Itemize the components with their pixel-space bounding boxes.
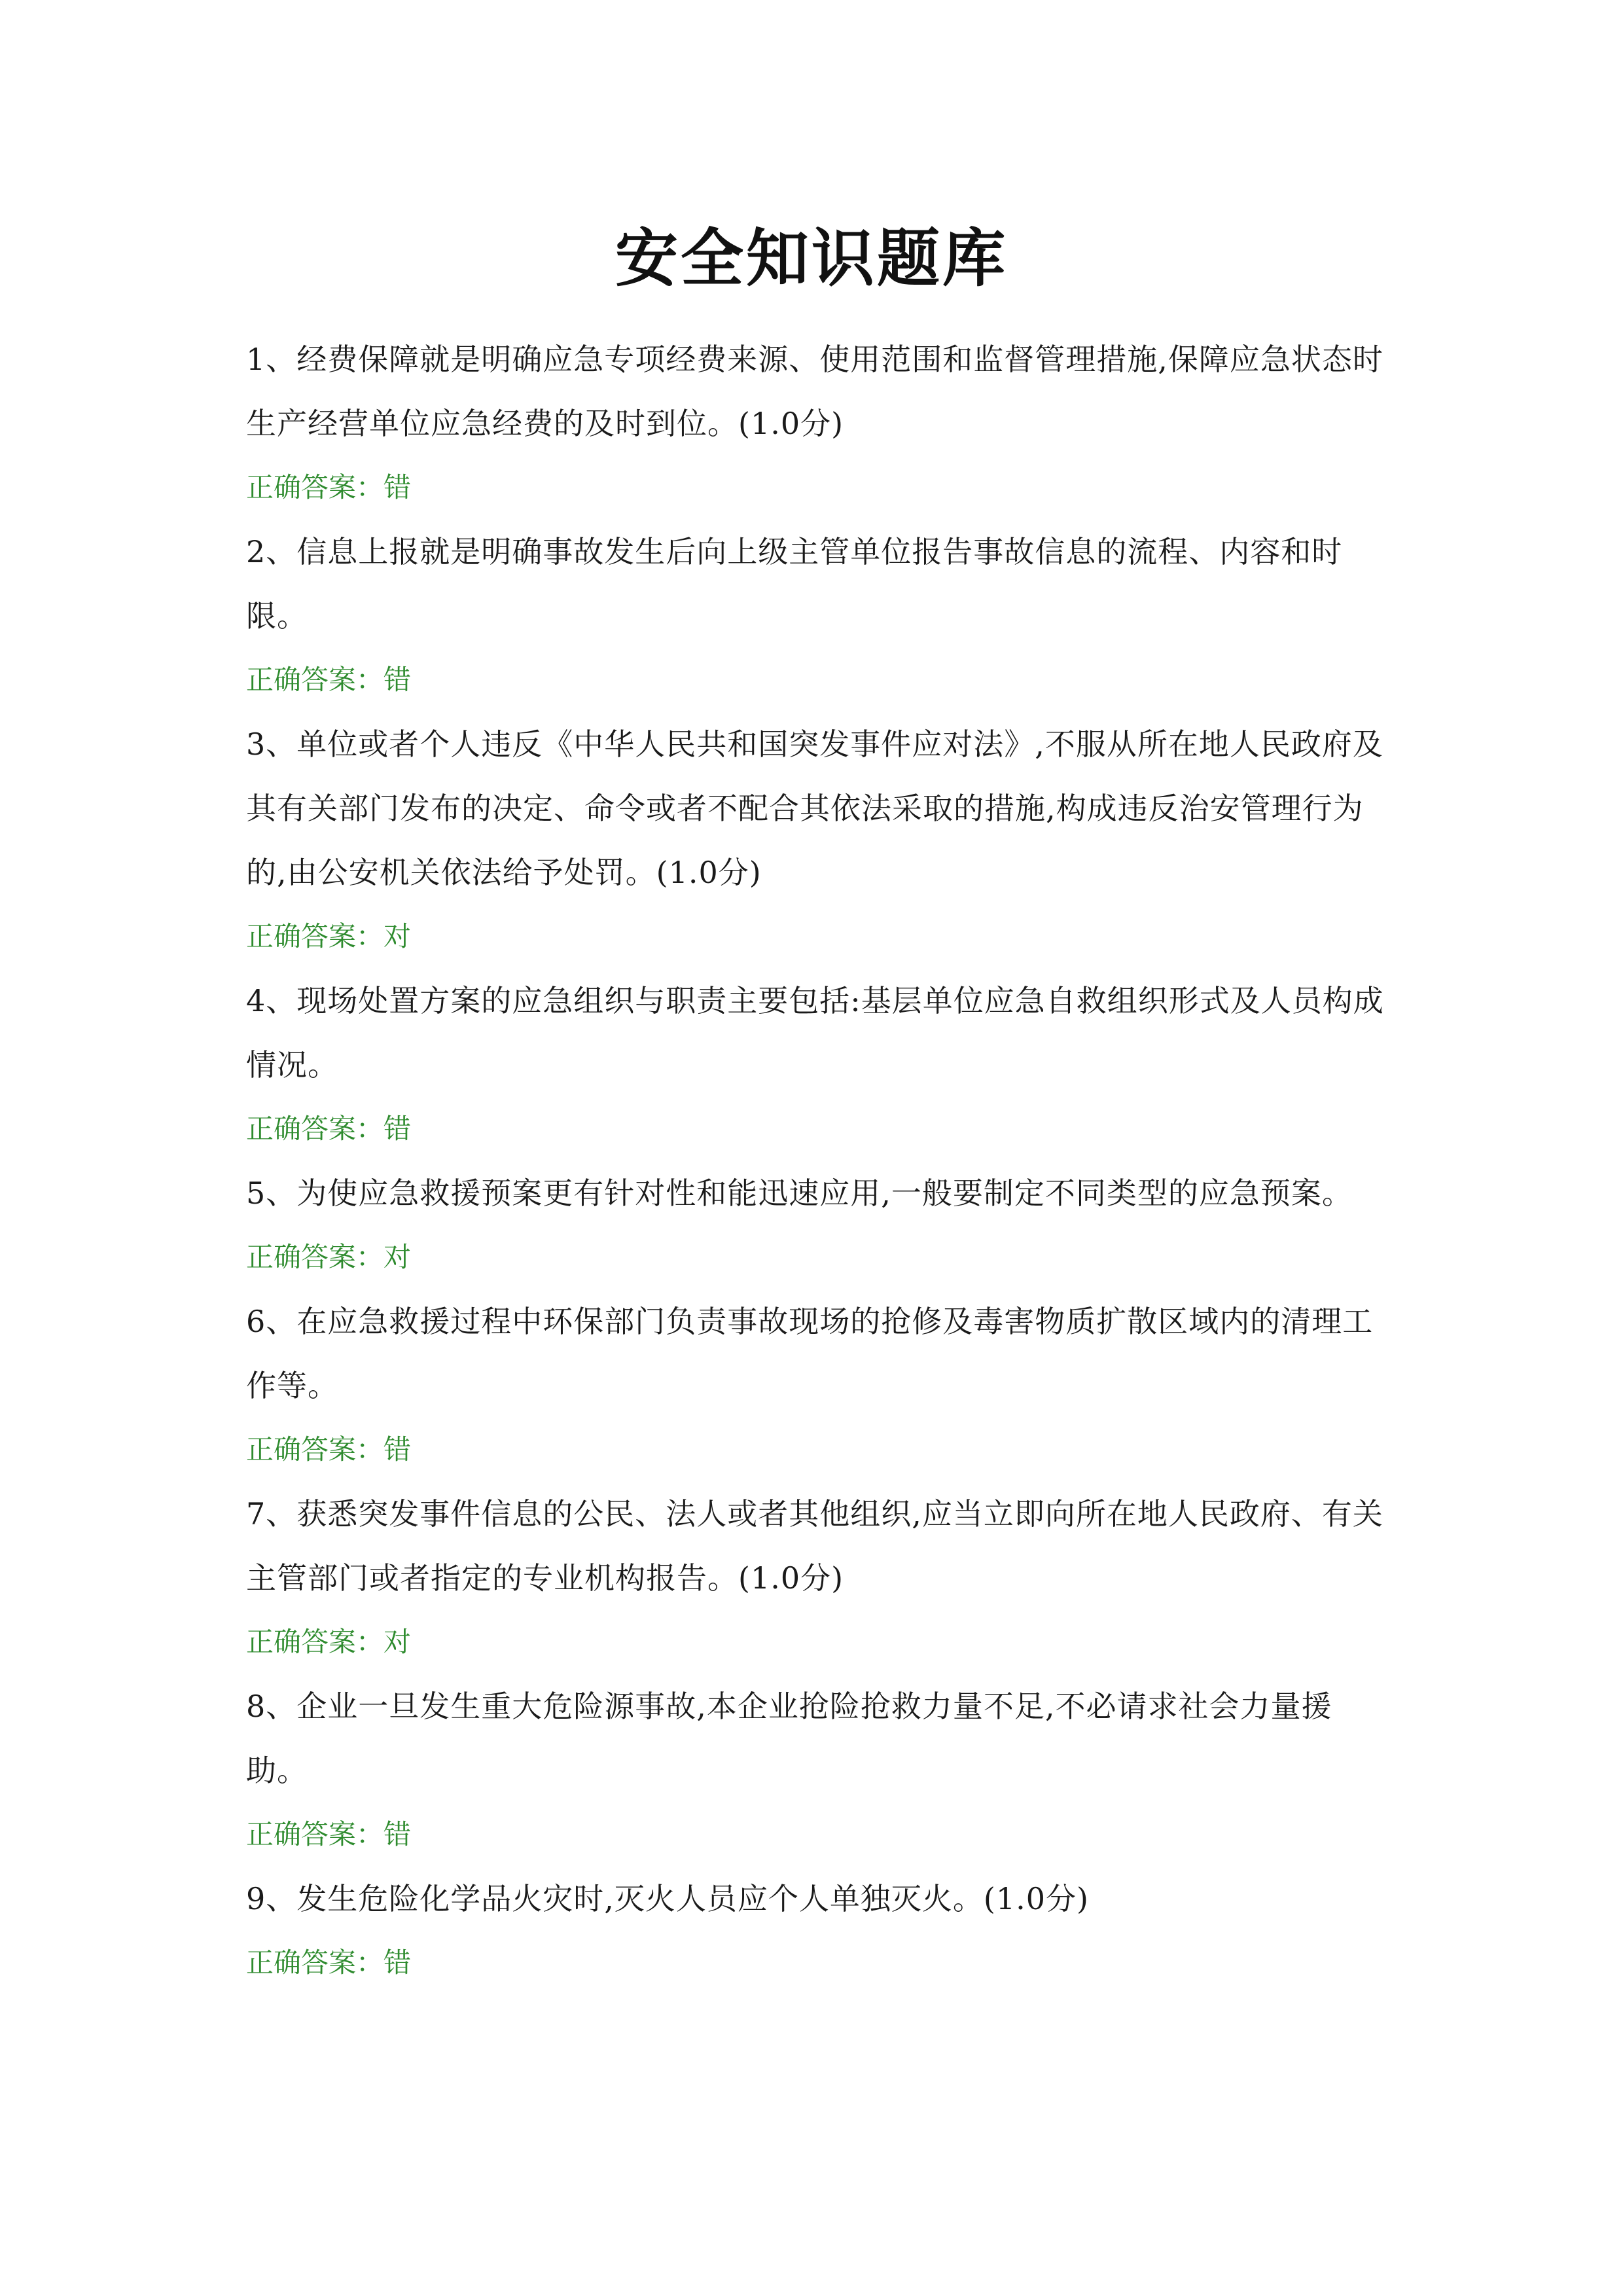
page-title: 安全知识题库 — [615, 222, 1008, 295]
question-text: 3、单位或者个人违反《中华人民共和国突发事件应对法》,不服从所在地人民政府及其有关部门发布的决定、命令或者不配合其依法采取的措施,构成违反治安管理行为的,由公安机关依法给予处罚。(1.0分) — [246, 726, 1383, 890]
answer-line — [246, 1097, 1385, 1161]
question-text: 9、发生危险化学品火灾时,灭火人员应个人单独灭火。(1.0分) — [246, 1881, 1089, 1916]
answer-label: 正确答案： — [246, 1818, 384, 1850]
answer-line — [246, 1931, 1385, 1995]
answer-value: 错 — [383, 1946, 412, 1979]
answer-line — [246, 648, 1385, 712]
question-item — [246, 969, 1385, 1161]
question-item — [246, 1289, 1385, 1482]
question-item — [246, 1482, 1385, 1674]
question-text: 8、企业一旦发生重大危险源事故,本企业抢险抢救力量不足,不必请求社会力量援助。 — [246, 1689, 1332, 1788]
answer-value: 错 — [383, 1113, 412, 1145]
question-text: 4、现场处置方案的应急组织与职责主要包括:基层单位应急自救组织形式及人员构成情况。 — [246, 983, 1384, 1083]
question-text: 6、在应急救援过程中环保部门负责事故现场的抢修及毒害物质扩散区域内的清理工作等。 — [246, 1304, 1374, 1403]
question-item — [246, 1674, 1385, 1867]
question-text: 5、为使应急救援预案更有针对性和能迅速应用,一般要制定不同类型的应急预案。 — [246, 1175, 1353, 1211]
answer-value: 错 — [383, 1433, 412, 1465]
answer-label: 正确答案： — [246, 1626, 384, 1658]
answer-value: 错 — [383, 664, 412, 696]
answer-line — [246, 1418, 1385, 1482]
question-item — [246, 520, 1385, 712]
question-text: 2、信息上报就是明确事故发生后向上级主管单位报告事故信息的流程、内容和时限。 — [246, 534, 1343, 634]
answer-value: 错 — [383, 1818, 412, 1850]
answer-label: 正确答案： — [246, 1241, 384, 1273]
answer-line — [246, 1610, 1385, 1674]
answer-line — [246, 905, 1385, 969]
answer-value: 对 — [383, 1626, 412, 1658]
answer-label: 正确答案： — [246, 1946, 384, 1979]
answer-line — [246, 456, 1385, 520]
answer-label: 正确答案： — [246, 664, 384, 696]
question-item — [246, 1867, 1385, 1995]
answer-line — [246, 1225, 1385, 1289]
answer-line — [246, 1803, 1385, 1867]
answer-value: 错 — [383, 471, 412, 503]
answer-label: 正确答案： — [246, 1433, 384, 1465]
answer-value: 对 — [383, 1241, 412, 1273]
question-text: 1、经费保障就是明确应急专项经费来源、使用范围和监督管理措施,保障应急状态时生产经营单位应急经费的及时到位。(1.0分) — [246, 342, 1383, 441]
question-list — [246, 327, 1385, 1995]
question-item — [246, 712, 1385, 969]
answer-label: 正确答案： — [246, 920, 384, 952]
question-item — [246, 327, 1385, 520]
answer-label: 正确答案： — [246, 471, 384, 503]
question-text: 7、获悉突发事件信息的公民、法人或者其他组织,应当立即向所在地人民政府、有关主管部门或者指定的专业机构报告。(1.0分) — [246, 1496, 1383, 1596]
answer-label: 正确答案： — [246, 1113, 384, 1145]
question-item — [246, 1161, 1385, 1289]
answer-value: 对 — [383, 920, 412, 952]
